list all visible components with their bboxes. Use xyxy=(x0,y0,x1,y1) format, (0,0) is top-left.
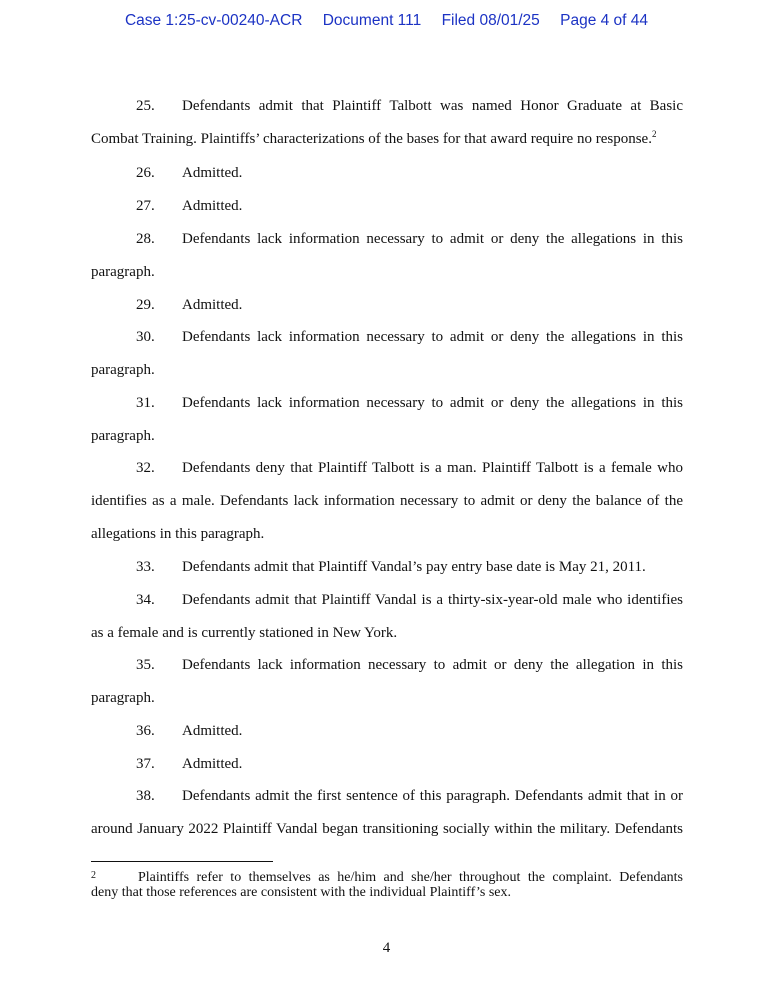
paragraph-25-cont: Combat Training. Plaintiffs’ characterizations of the bases for that award require no response.$^2$ xyxy=(91,129,657,147)
paragraph-31-cont: paragraph. xyxy=(91,428,155,444)
paragraph-38: 38. Defendants admit the first sentence of this paragraph. Defendants admit that in or xyxy=(136,788,683,804)
paragraph-29: 29. Admitted. xyxy=(136,297,243,313)
footnote: 2 Plaintiffs refer to themselves as he/him and she/her throughout the complaint. Defendants xyxy=(91,870,683,885)
footnote-ref: 2 xyxy=(651,129,657,139)
paragraph-33: 33. Defendants admit that Plaintiff Vandal’s pay entry base date is May 21, 2011. xyxy=(136,559,646,575)
page-indicator: Page 4 of 44 xyxy=(560,12,649,29)
paragraph-number: 25. xyxy=(136,98,155,114)
paragraph-38-cont: around January 2022 Plaintiff Vandal began transitioning socially within the military. Defendants xyxy=(91,821,683,837)
page-number: 4 xyxy=(382,940,391,956)
paragraph-37: 37. Admitted. xyxy=(136,756,243,772)
document-number: Document 111 xyxy=(322,12,422,29)
paragraph-28-cont: paragraph. xyxy=(91,264,155,280)
paragraph-30-cont: paragraph. xyxy=(91,362,155,378)
footnote-mark: 2 xyxy=(91,870,96,881)
paragraph-32-cont2: allegations in this paragraph. xyxy=(91,526,265,542)
paragraph-36: 36. Admitted. xyxy=(136,723,243,739)
footnote-cont: deny that those references are consistent with the individual Plaintiff’s sex. xyxy=(91,885,512,900)
paragraph-35-cont: paragraph. xyxy=(91,690,155,706)
paragraph-30: 30. Defendants lack information necessary to admit or deny the allegations in this xyxy=(136,329,683,345)
paragraph-26: 26. Admitted. xyxy=(136,165,243,181)
paragraph-25: 25. Defendants admit that Plaintiff Talbott was named Honor Graduate at Basic xyxy=(136,98,683,114)
paragraph-34: 34. Defendants admit that Plaintiff Vandal is a thirty-six-year-old male who identifies xyxy=(136,592,683,608)
paragraph-35: 35. Defendants lack information necessary to admit or deny the allegation in this xyxy=(136,657,683,673)
paragraph-32-cont: identifies as a male. Defendants lack information necessary to admit or deny the balance of the xyxy=(91,493,683,509)
paragraph-32: 32. Defendants deny that Plaintiff Talbott is a man. Plaintiff Talbott is a female who xyxy=(136,460,683,476)
footnote-divider xyxy=(91,861,273,862)
ecf-header xyxy=(0,12,773,30)
paragraph-31: 31. Defendants lack information necessary to admit or deny the allegations in this xyxy=(136,395,683,411)
paragraph-27: 27. Admitted. xyxy=(136,198,243,214)
paragraph-34-cont: as a female and is currently stationed in New York. xyxy=(91,625,398,641)
filed-date: Filed 08/01/25 xyxy=(441,12,540,29)
case-number: Case 1:25-cv-00240-ACR xyxy=(124,12,303,29)
paragraph-28: 28. Defendants lack information necessary to admit or deny the allegations in this xyxy=(136,231,683,247)
